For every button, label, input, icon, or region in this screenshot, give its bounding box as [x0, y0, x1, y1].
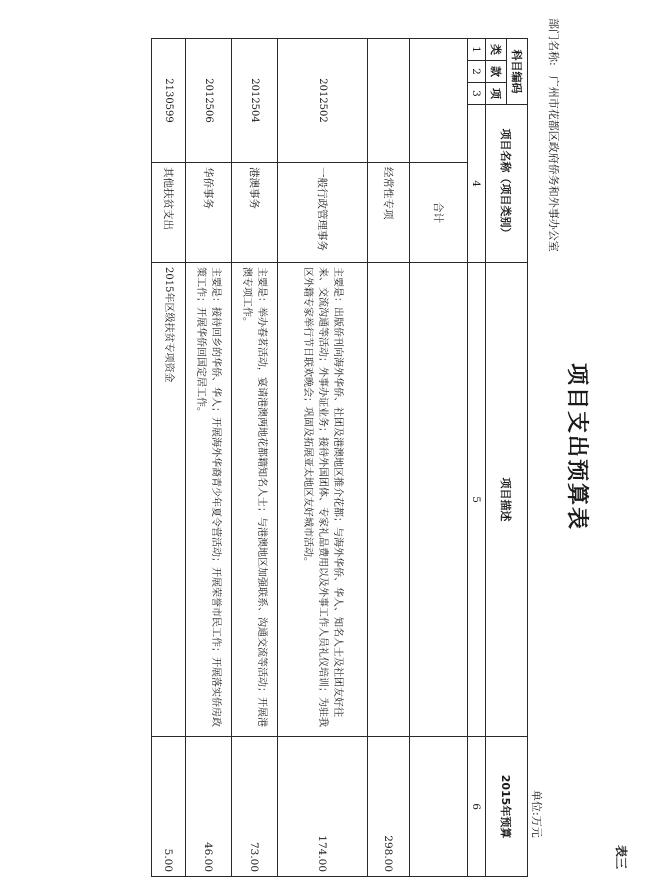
index-cell: 5 [468, 263, 486, 737]
header-project-desc: 项目描述 [486, 263, 528, 737]
header-budget: 2015年预算 [486, 737, 528, 877]
row-desc: 主要是：出版侨刊向海外华侨、社团及港澳地区推介花都；与海外华侨、华人、知名人士及社团友好往来、交流沟通等活动；外事办证业务；接待外国团体、专家礼品费用以及外事工作人员礼仪培训；为驻我区外籍专家举行节日联欢晚会；巩固及拓展亚太地区友好城市活动。 [278, 263, 368, 737]
department-line [546, 18, 562, 252]
row-amount: 5.00 [152, 737, 186, 877]
table-row [186, 39, 232, 877]
row-desc [368, 263, 410, 737]
index-cell: 6 [468, 737, 486, 877]
row-name: 一般行政管理事务 [278, 163, 368, 263]
header-xiang: 项 [486, 83, 507, 105]
row-amount: 174.00 [278, 737, 368, 877]
row-code: 2012504 [232, 39, 278, 163]
header-code-group: 科目编码 [507, 39, 528, 105]
row-code: 2130599 [152, 39, 186, 163]
row-amount [410, 737, 468, 877]
row-amount: 298.00 [368, 737, 410, 877]
row-code [368, 39, 410, 163]
row-desc: 主要是：举办春茗活动，宴请港澳两地花都籍知名人士；与港澳地区加强联系、沟通交流等活动；开展港澳专项工作。 [232, 263, 278, 737]
page-title: 项目支出预算表 [564, 362, 589, 531]
row-name: 港澳事务 [232, 163, 278, 263]
table-row [232, 39, 278, 877]
table-row [368, 39, 410, 877]
row-desc: 2015年区级扶贫专项资金 [152, 263, 186, 737]
header-project-name: 项目名称（项目类别） [486, 105, 528, 263]
sheet-number: 表三 [614, 845, 628, 870]
budget-table [151, 38, 528, 877]
index-cell: 3 [468, 83, 486, 105]
row-code: 2012502 [278, 39, 368, 163]
index-cell: 1 [468, 39, 486, 61]
index-row [468, 39, 486, 877]
row-amount: 73.00 [232, 737, 278, 877]
row-name: 其他扶贫支出 [152, 163, 186, 263]
row-code: 2012506 [186, 39, 232, 163]
index-cell: 2 [468, 61, 486, 83]
row-name: 华侨事务 [186, 163, 232, 263]
row-amount: 46.00 [186, 737, 232, 877]
unit-label: 单位:万元 [530, 790, 543, 838]
header-kuan: 款 [486, 61, 507, 83]
row-code [410, 39, 468, 163]
row-name: 合计 [410, 163, 468, 263]
department-label: 部门名称: [547, 18, 560, 66]
header-lei: 类 [486, 39, 507, 61]
department-name: 广州市花都区政府侨务和外事办公室 [547, 75, 560, 252]
index-cell: 4 [468, 105, 486, 263]
row-desc: 主要是：接待回乡的华侨、华人；开展海外华裔青少年夏令营活动；开展荣誉市民工作；开展落实侨房政策工作；开展华侨回国定居工作。 [186, 263, 232, 737]
row-desc [410, 263, 468, 737]
header-row-1 [507, 39, 528, 877]
table-row [152, 39, 186, 877]
table-row [410, 39, 468, 877]
table-row [278, 39, 368, 877]
row-name: 经常性专项 [368, 163, 410, 263]
